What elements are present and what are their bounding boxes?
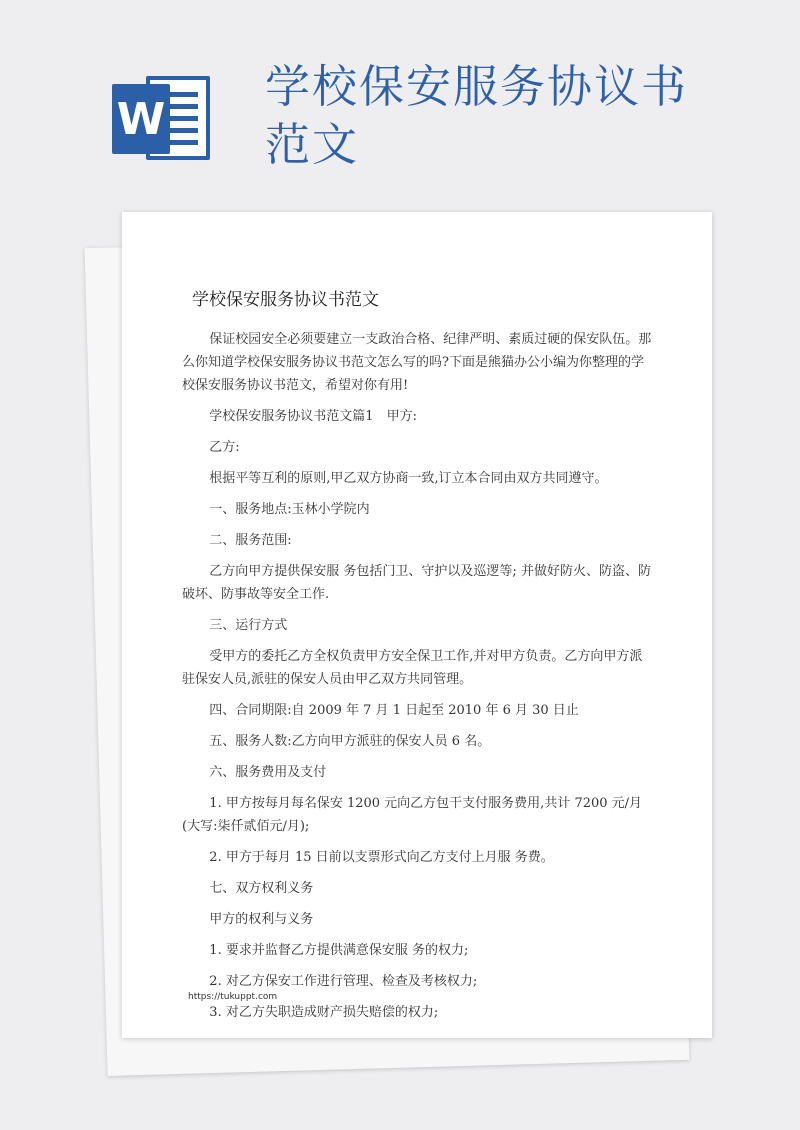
word-icon-letter: W [112,84,170,154]
paragraph: 乙方: [209,440,240,455]
document-title: 学校保安服务协议书范文 [192,290,379,310]
source-url: https://tukuppt.com [188,992,278,1002]
page-title: 学校保安服务协议书范文 [265,60,689,171]
paragraph: 2. 对乙方保安工作进行管理、检查及考核权力; [209,974,478,989]
document-page [122,212,712,1038]
paragraph: 二、服务范围: [209,533,292,548]
document-body [182,328,652,1032]
paragraph: 一、服务地点:玉林小学院内 [209,502,370,517]
paragraph: 六、服务费用及支付 [209,765,327,780]
paragraph: 七、双方权利义务 [209,881,314,896]
paragraph: 乙方向甲方提供保安服 务包括门卫、守护以及巡逻等; 并做好防火、防盗、防破坏、防事故等安全工作. [182,564,651,602]
paragraph: 1. 甲方按每月每名保安 1200 元向乙方包干支付服务费用,共计 7200 元/月 (大写:柒仟贰佰元/月); [182,796,643,834]
paragraph: 1. 要求并监督乙方提供满意保安服 务的权力; [209,943,469,958]
word-document-icon [108,70,216,166]
paragraph: 四、合同期限:自 2009 年 7 月 1 日起至 2010 年 6 月 30 日止 [209,703,579,718]
paragraph: 3. 对乙方失职造成财产损失赔偿的权力; [209,1005,439,1020]
paragraph: 三、运行方式 [209,618,288,633]
paragraph: 甲方的权利与义务 [209,912,314,927]
paragraph: 2. 甲方于每月 15 日前以支票形式向乙方支付上月服 务费。 [209,850,554,865]
paragraph: 保证校园安全必须要建立一支政治合格、纪律严明、素质过硬的保安队伍。那么你知道学校保安服务协议书范文怎么写的吗?下面是熊猫办公小编为你整理的学校保安服务协议书范文，希望对你有用! [182,332,652,393]
paragraph: 根据平等互利的原则,甲乙双方协商一致,订立本合同由双方共同遵守。 [209,471,608,486]
paragraph: 受甲方的委托乙方全权负责甲方安全保卫工作,并对甲方负责。乙方向甲方派驻保安人员,派驻的保安人员由甲乙双方共同管理。 [182,649,643,687]
paragraph: 学校保安服务协议书范文篇1 甲方: [209,409,417,424]
paragraph: 五、服务人数:乙方向甲方派驻的保安人员 6 名。 [209,734,491,749]
